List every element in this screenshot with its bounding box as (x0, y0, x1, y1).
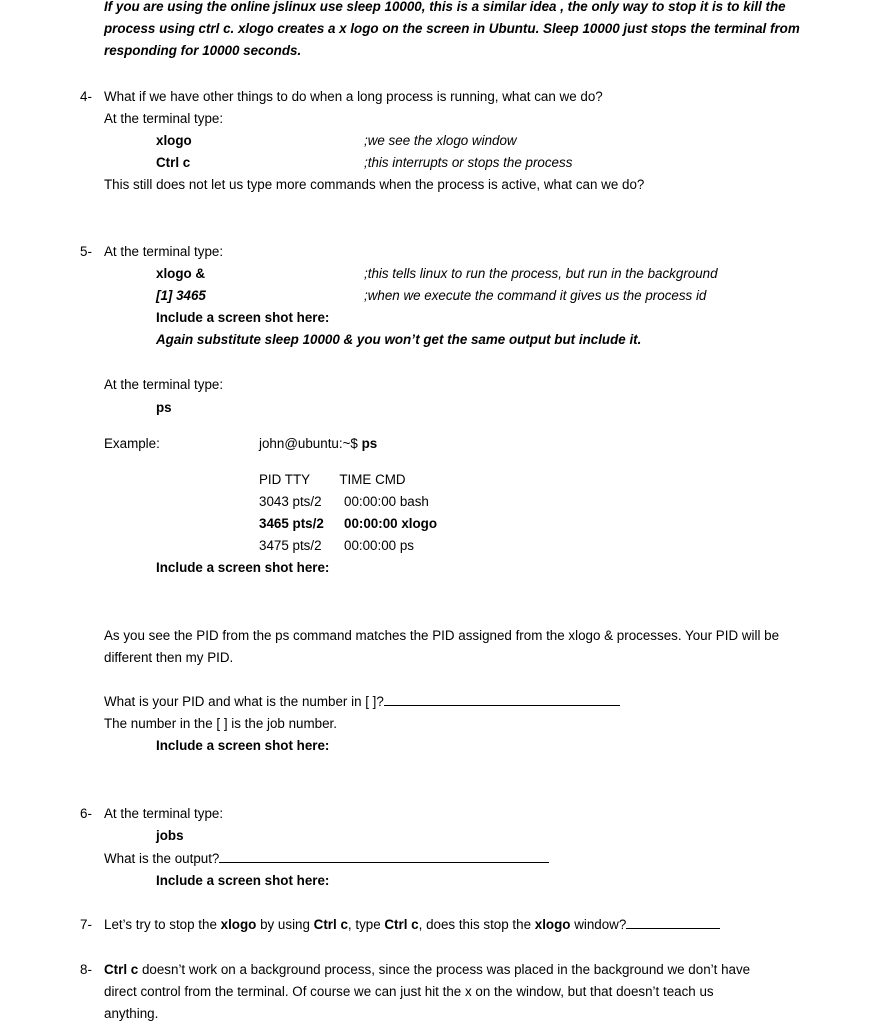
ps-row-time: 00:00:00 ps (344, 538, 414, 553)
step-5-pid-note-2: different then my PID. (104, 650, 234, 665)
intro-line-1: If you are using the online jslinux use sleep 10000, this is a similar idea , the only way to stop it is to kill the (104, 0, 786, 14)
ps-row-time: 00:00:00 bash (344, 494, 429, 509)
ps-row-pid: 3043 pts/2 (259, 494, 322, 509)
step-4-terminal-label: At the terminal type: (104, 111, 224, 126)
intro-line-2: process using ctrl c. xlogo creates a x logo on the screen in Ubuntu. Sleep 10000 just stops the terminal from (104, 21, 800, 36)
step-6-number: 6- (80, 806, 92, 821)
step-7-text: xlogo (220, 917, 257, 932)
step-7-number: 7- (80, 917, 92, 932)
step-4-followup: This still does not let us type more commands when the process is active, what can we do? (104, 177, 645, 192)
step-5-number: 5- (80, 244, 92, 259)
step-7-answer-blank[interactable] (626, 914, 720, 929)
step-4-cmd-ctrl-c: Ctrl c (156, 155, 191, 170)
step-4-question: What if we have other things to do when a long process is running, what can we do? (104, 89, 603, 104)
step-6-cmd-jobs: jobs (156, 828, 184, 843)
step-8-text: doesn’t work on a background process, since the process was placed in the background we don’t have (138, 962, 751, 977)
ps-row-pid: 3465 pts/2 (259, 516, 324, 531)
step-5-prompt (259, 433, 377, 455)
prompt-text: john@ubuntu:~$ (259, 436, 362, 451)
step-5-substitute-note: Again substitute sleep 10000 & you won’t get the same output but include it. (156, 332, 642, 347)
step-5-screenshot-note-3: Include a screen shot here: (156, 738, 330, 753)
step-5-screenshot-note: Include a screen shot here: (156, 310, 330, 325)
ps-row-time: 00:00:00 xlogo (344, 516, 438, 531)
step-5-terminal-label: At the terminal type: (104, 244, 224, 259)
step-4-cmd-xlogo-comment: ;we see the xlogo window (364, 133, 517, 148)
step-5-cmd-comment: ;this tells linux to run the process, but run in the background (364, 266, 718, 281)
step-5-output-comment: ;when we execute the command it gives us the process id (364, 288, 707, 303)
step-5-job-note: The number in the [ ] is the job number. (104, 716, 337, 731)
step-7-question (104, 914, 720, 936)
step-6-question (104, 848, 549, 870)
step-4-number: 4- (80, 89, 92, 104)
output-question-text: What is the output? (104, 851, 220, 866)
step-7-text: window? (570, 917, 627, 932)
step-7-text: Ctrl c (313, 917, 348, 932)
pid-answer-blank[interactable] (384, 691, 620, 706)
step-7-text: Ctrl c (384, 917, 419, 932)
output-answer-blank[interactable] (219, 848, 549, 863)
step-8-number: 8- (80, 962, 92, 977)
step-7-text: , type (347, 917, 385, 932)
ps-row-pid: 3475 pts/2 (259, 538, 322, 553)
step-6-screenshot-note: Include a screen shot here: (156, 873, 330, 888)
intro-line-3: responding for 10000 seconds. (104, 43, 302, 58)
step-7-text: Let’s try to stop the (104, 917, 221, 932)
step-4-cmd-ctrl-c-comment: ;this interrupts or stops the process (364, 155, 573, 170)
step-5-pid-note-1: As you see the PID from the ps command matches the PID assigned from the xlogo & processes. Your PID will be (104, 628, 780, 643)
step-5-cmd-xlogo-bg: xlogo & (156, 266, 206, 281)
step-5-screenshot-note-2: Include a screen shot here: (156, 560, 330, 575)
step-5-terminal-label-2: At the terminal type: (104, 377, 224, 392)
step-7-text: xlogo (534, 917, 571, 932)
step-5-cmd-ps: ps (156, 400, 172, 415)
step-5-example-label: Example: (104, 436, 160, 451)
step-4-cmd-xlogo: xlogo (156, 133, 192, 148)
step-8-line-3: anything. (104, 1006, 159, 1021)
step-8-ctrl-c: Ctrl c (104, 962, 139, 977)
step-7-text: by using (256, 917, 314, 932)
step-8-line-2: direct control from the terminal. Of course we can just hit the x on the window, but that doesn’t teach us (104, 984, 714, 999)
step-6-terminal-label: At the terminal type: (104, 806, 224, 821)
step-5-output: [1] 3465 (156, 288, 206, 303)
pid-question-text: What is your PID and what is the number in [ ]? (104, 694, 384, 709)
step-7-text: , does this stop the (418, 917, 535, 932)
ps-header: PID TTY TIME CMD (259, 472, 406, 487)
step-8-line-1 (104, 959, 750, 981)
step-5-pid-question (104, 691, 620, 713)
prompt-cmd: ps (361, 436, 378, 451)
